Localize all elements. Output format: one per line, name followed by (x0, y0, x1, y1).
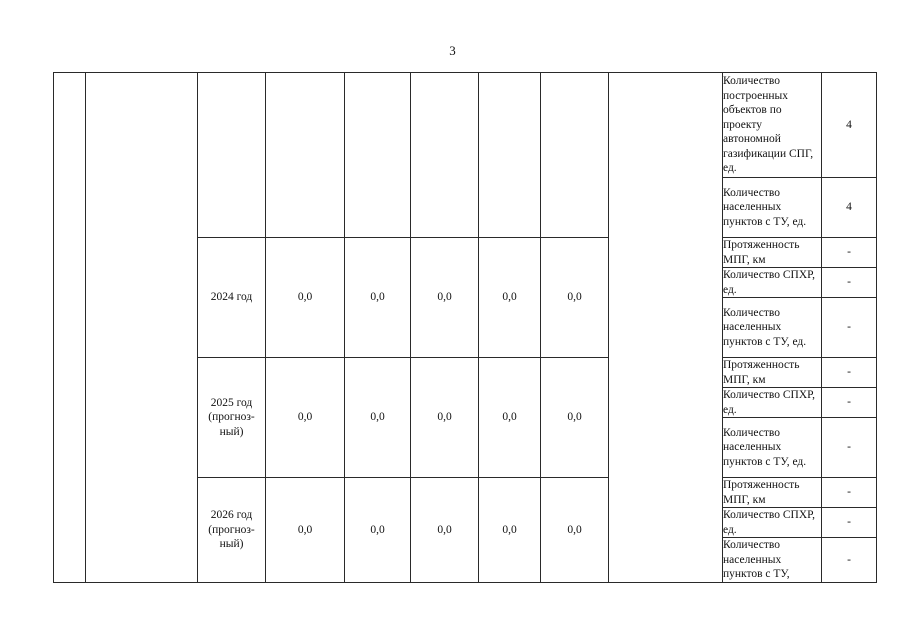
finance-value: 0,0 (411, 238, 479, 358)
year-label: 2026 год (прогноз-ный) (198, 478, 266, 583)
indicator-name: Количество СПХР, ед. (723, 268, 822, 298)
indicator-value: - (822, 358, 877, 388)
finance-value: 0,0 (266, 238, 345, 358)
indicator-value: - (822, 508, 877, 538)
indicator-value: - (822, 418, 877, 478)
indicator-value: - (822, 478, 877, 508)
indicator-name: Количество населенных пунктов с ТУ, ед. (723, 178, 822, 238)
indicator-value: - (822, 388, 877, 418)
number-cell (54, 73, 86, 583)
program-table (53, 72, 877, 583)
value-cell-empty (479, 73, 541, 238)
indicator-name: Протяженность МПГ, км (723, 358, 822, 388)
indicator-name: Протяженность МПГ, км (723, 238, 822, 268)
indicator-name: Количество населенных пунктов с ТУ, ед. (723, 298, 822, 358)
finance-value: 0,0 (345, 358, 411, 478)
value-cell-empty (411, 73, 479, 238)
indicator-name: Количество построенных объектов по проекту автономной газификации СПГ, ед. (723, 73, 822, 178)
indicator-name: Протяженность МПГ, км (723, 478, 822, 508)
table-row (54, 73, 877, 178)
value-cell-empty (345, 73, 411, 238)
year-cell-empty (198, 73, 266, 238)
finance-value: 0,0 (266, 478, 345, 583)
finance-value: 0,0 (345, 478, 411, 583)
finance-value: 0,0 (479, 358, 541, 478)
finance-value: 0,0 (541, 478, 609, 583)
year-label: 2025 год (прогноз-ный) (198, 358, 266, 478)
finance-value: 0,0 (411, 358, 479, 478)
indicator-value: - (822, 538, 877, 583)
finance-value: 0,0 (541, 358, 609, 478)
indicator-value: - (822, 298, 877, 358)
finance-value: 0,0 (479, 238, 541, 358)
indicator-name: Количество населенных пунктов с ТУ, (723, 538, 822, 583)
indicator-name: Количество населенных пунктов с ТУ, ед. (723, 418, 822, 478)
executor-cell (609, 73, 723, 583)
year-label: 2024 год (198, 238, 266, 358)
value-cell-empty (266, 73, 345, 238)
indicator-name: Количество СПХР, ед. (723, 508, 822, 538)
indicator-value: - (822, 268, 877, 298)
finance-value: 0,0 (541, 238, 609, 358)
indicator-value: - (822, 238, 877, 268)
finance-value: 0,0 (411, 478, 479, 583)
finance-value: 0,0 (266, 358, 345, 478)
value-cell-empty (541, 73, 609, 238)
finance-value: 0,0 (479, 478, 541, 583)
measure-name-cell (86, 73, 198, 583)
indicator-value: 4 (822, 73, 877, 178)
page-number: 3 (449, 43, 456, 58)
finance-value: 0,0 (345, 238, 411, 358)
indicator-name: Количество СПХР, ед. (723, 388, 822, 418)
indicator-value: 4 (822, 178, 877, 238)
